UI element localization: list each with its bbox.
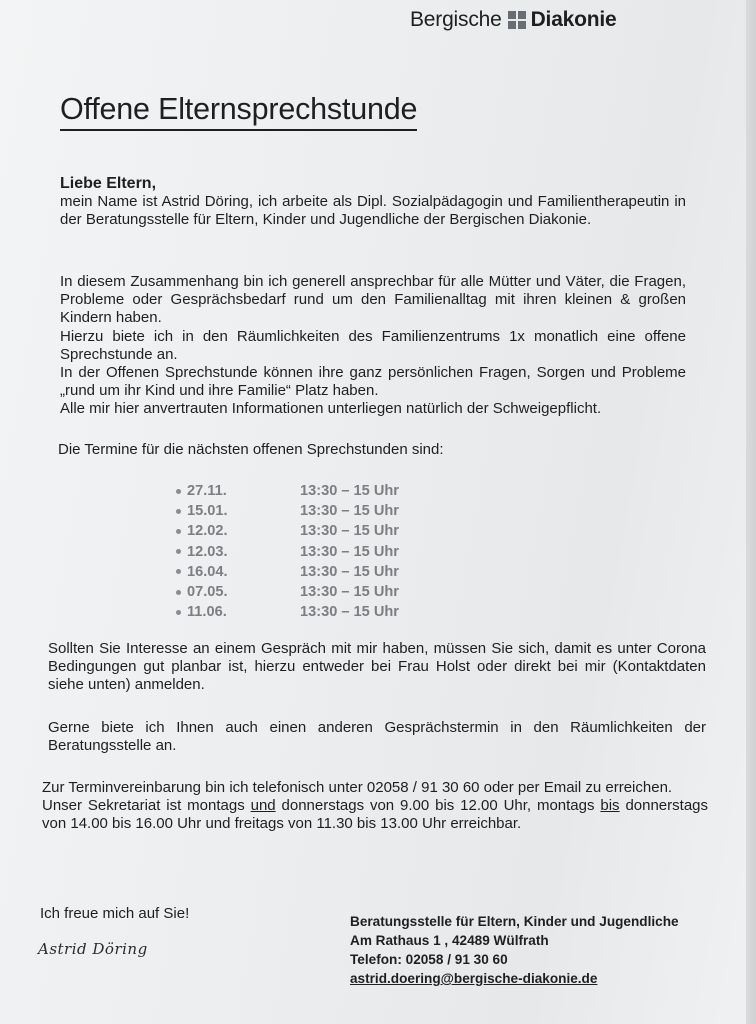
description-line-1: In diesem Zusammenhang bin ich generell ansprechbar für alle Mütter und Väter, die Fragen, Probleme oder Gesprächsbedarf rund um den Familienalltag mit ihren kleinen & großen Kindern haben. [60,273,686,327]
date: 27.11. [187,483,227,500]
list-item [176,602,399,622]
list-item [176,501,399,521]
bullet-icon [176,610,181,615]
list-item [176,481,399,501]
underlined-bis: bis [600,797,620,815]
underlined-und: und [250,797,276,815]
description-line-4: Alle mir hier anvertrauten Informationen unterliegen natürlich der Schweigepflicht. [60,400,602,418]
list-item [176,582,399,602]
time: 13:30 – 15 Uhr [300,543,399,560]
paper-edge [746,0,756,1024]
description-section [60,273,686,419]
time: 13:30 – 15 Uhr [300,483,399,500]
time: 13:30 – 15 Uhr [300,523,399,540]
date: 07.05. [187,584,228,601]
phone-paragraph: Zur Terminvereinbarung bin ich telefonisch unter 02058 / 91 30 60 oder per Email zu erreichen. [42,779,673,796]
description-line-2: Hierzu biete ich in den Räumlichkeiten des Familienzentrums 1x monatlich eine offene Sprechstunde an. [60,327,686,363]
date: 11.06. [187,604,227,621]
bullet-icon [176,590,181,595]
dates-list [176,481,399,622]
other-appointment-paragraph: Gerne biete ich Ihnen auch einen anderen Gesprächstermin in den Räumlichkeiten der Beratungsstelle an. [48,719,706,755]
contact-organization: Beratungsstelle für Eltern, Kinder und Jugendliche [350,914,679,929]
greeting: Liebe Eltern, [60,175,157,192]
bullet-icon [176,509,181,514]
interest-paragraph: Sollten Sie Interesse an einem Gespräch mit mir haben, müssen Sie sich, damit es unter Corona Bedingungen gut planbar ist, hierzu entweder bei Frau Holst oder direkt bei mir (Kontaktdaten siehe unten) anmelden. [48,640,706,694]
secretariat-paragraph: Unser Sekretariat ist montags und donnerstags von 9.00 bis 12.00 Uhr, montags bis donnerstags von 14.00 bis 16.00 Uhr und freitags von 11.30 bis 13.00 Uhr erreichbar. [42,797,709,833]
intro-paragraph: mein Name ist Astrid Döring, ich arbeite als Dipl. Sozialpädagogin und Familientherapeutin in der Beratungsstelle für Eltern, Kinder und Jugendliche der Bergischen Diakonie. [60,193,686,229]
time: 13:30 – 15 Uhr [300,503,399,520]
date: 12.03. [187,543,228,560]
page-title: Offene Elternsprechstunde [60,92,417,131]
time: 13:30 – 15 Uhr [300,604,399,621]
contact-block [350,912,679,988]
interest-section [48,640,706,695]
dates-intro [58,441,698,459]
intro-section [60,175,686,229]
bullet-icon [176,569,181,574]
logo-word-bergische: Bergische [410,8,502,31]
date: 15.01. [187,503,228,520]
contact-phone: Telefon: 02058 / 91 30 60 [350,952,508,967]
date: 16.04. [187,563,228,580]
contact-address: Am Rathaus 1 , 42489 Wülfrath [350,933,549,948]
time: 13:30 – 15 Uhr [300,563,399,580]
logo [410,8,617,32]
logo-word-diakonie: Diakonie [530,8,617,31]
bullet-icon [176,549,181,554]
signature: Astrid Döring [38,940,148,958]
contact-info-section [42,779,708,834]
diakonie-cross-icon [508,11,526,29]
time: 13:30 – 15 Uhr [300,584,399,601]
other-appointment-section [48,719,706,755]
contact-email-link[interactable]: astrid.doering@bergische-diakonie.de [350,971,598,986]
list-item [176,542,399,562]
list-item [176,562,399,582]
dates-intro-text: Die Termine für die nächsten offenen Sprechstunden sind: [58,441,444,458]
sign-off: Ich freue mich auf Sie! [40,905,190,922]
date: 12.02. [187,523,228,540]
description-line-3: In der Offenen Sprechstunde können ihre ganz persönlichen Fragen, Sorgen und Probleme „rund um ihr Kind und ihre Familie“ Platz haben. [60,364,686,400]
bullet-icon [176,529,181,534]
bullet-icon [176,489,181,494]
list-item [176,521,399,541]
